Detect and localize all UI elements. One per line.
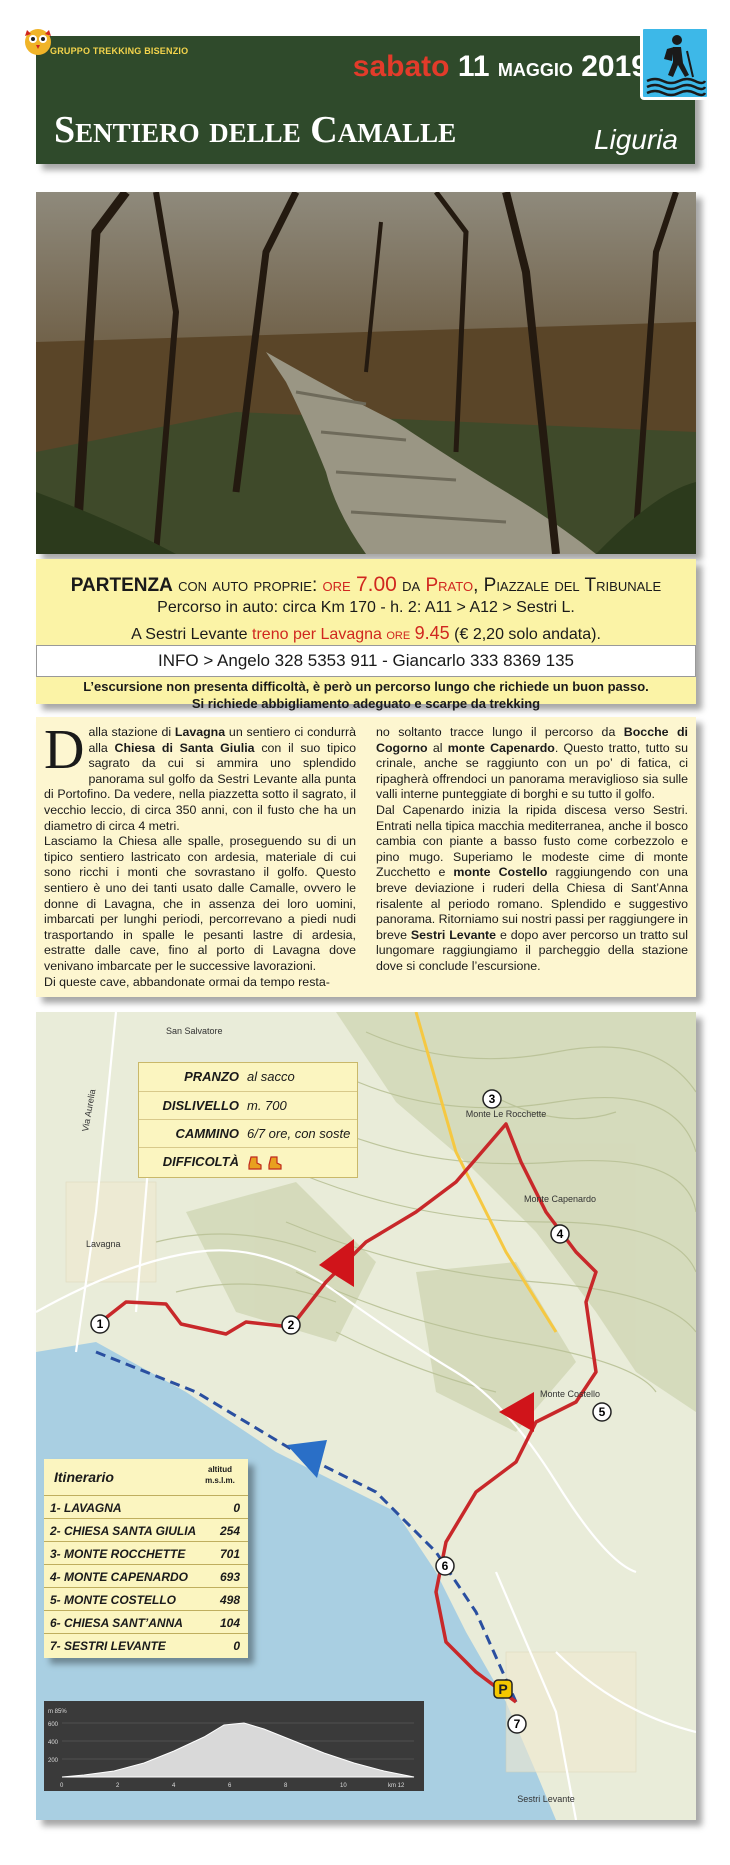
itinerary-row — [44, 1610, 248, 1635]
itinerary-row — [44, 1587, 248, 1612]
description-column-1: Dalla stazione di Lavagna un sentiero ci condurrà alla Chiesa di Santa Giulia con il suo tipico sagrato da cui si ammira uno splendido panorama sul golfo da Sestri Levante alla punta di Portofino. Da vedere, nella piazzetta sotto il sagrato, il vecchio leccio, di circa 350 anni, con il fusto che ha un diametro di circa 4 metri. Lasciamo la Chiesa alle spalle, proseguendo su di un tipico sentiero lastricato con ardesia, materiale di cui sono ricchi i monti che sovrastano il golfo. Questo sentiero è uno dei tanti usato dalle Camalle, ovvero le donne di Lavagna, che in assenza dei loro uomini, imbarcati per lunghi periodi, percorrevano a piedi nudi trasportando in spalle le pesanti lastre di ardesia, estratte dalle cave, fino al porto di Lavagna dove venivano imbarcate per le successive lavorazioni. Di queste cave, abbandonate ormai da tempo resta- — [44, 719, 356, 989]
description-box — [36, 717, 696, 997]
x-tick-6: km 12 — [388, 1783, 405, 1789]
departure-place: Piazzale del Tribunale — [483, 575, 662, 596]
parking-icon — [494, 1680, 512, 1698]
car-route: Percorso in auto: circa Km 170 - h. 2: A11 > A12 > Sestri L. — [157, 599, 575, 616]
itinerary-stop-altitude: 498 — [219, 1593, 240, 1607]
note-line-1: L’escursione non presenta difficoltà, è però un percorso lungo che richiede un buon passo. — [83, 679, 649, 694]
svg-text:5: 5 — [598, 1405, 606, 1419]
label-monte-rocchette: Monte Le Rocchette — [465, 1109, 547, 1119]
difficulty-note — [36, 678, 696, 712]
itinerary-row — [44, 1633, 248, 1658]
itinerary-stop-name: 2- CHIESA SANTA GIULIA — [50, 1524, 197, 1538]
marker-1 — [91, 1315, 109, 1333]
itinerary-stop-name: 5- MONTE COSTELLO — [50, 1593, 176, 1607]
departure-time: 7.00 — [355, 573, 397, 596]
svg-text:P: P — [498, 1681, 508, 1697]
date-month: maggio — [497, 52, 573, 82]
owl-icon — [25, 29, 51, 55]
label-via-aurelia: Via Aurelia — [80, 1088, 98, 1133]
date-year: 2019 — [581, 50, 648, 83]
drop-cap: D — [44, 719, 85, 781]
itinerary-stop-name: 6- CHIESA SANT’ANNA — [50, 1616, 183, 1630]
itinerary-row — [44, 1518, 248, 1543]
marker-4 — [551, 1225, 569, 1243]
note-line-2: Si richiede abbigliamento adeguato e scarpe da trekking — [191, 696, 541, 711]
departure-ore: ore — [322, 575, 351, 596]
label-monte-costello: Monte Costello — [539, 1389, 601, 1399]
y-tick-2: 400 — [48, 1740, 59, 1746]
itinerary-stop-altitude: 254 — [219, 1524, 240, 1538]
itinerary-stop-name: 7- SESTRI LEVANTE — [50, 1639, 166, 1653]
detail-cammino: CAMMINO 6/7 ore, con soste — [139, 1119, 357, 1148]
itinerary-row — [44, 1495, 248, 1520]
label-monte-capenardo: Monte Capenardo — [523, 1194, 597, 1204]
contacts-bar: INFO > Angelo 328 5353 911 - Giancarlo 333 8369 135 — [36, 645, 696, 677]
altitude-header: altitud m.s.l.m. — [205, 1465, 235, 1485]
train-time: 9.45 — [414, 623, 450, 643]
itinerary-row — [44, 1541, 248, 1566]
elevation-profile — [44, 1701, 424, 1791]
date-weekday: sabato — [352, 50, 450, 83]
detail-pranzo: PRANZO al sacco — [184, 1069, 295, 1084]
train-label: treno per Lavagna — [252, 626, 382, 643]
departure-city: Prato — [425, 575, 474, 596]
itinerary-stop-name: 3- MONTE ROCCHETTE — [50, 1547, 186, 1561]
itinerary-stop-altitude: 104 — [219, 1616, 240, 1630]
marker-5 — [593, 1403, 611, 1421]
boot-icon — [267, 1155, 283, 1171]
route-map — [36, 1012, 696, 1820]
svg-text:1: 1 — [96, 1317, 104, 1331]
itinerary-stop-altitude: 0 — [233, 1501, 240, 1515]
svg-text:3: 3 — [488, 1092, 496, 1106]
itinerary-title: Itinerario — [54, 1469, 114, 1485]
itinerary-stop-name: 4- MONTE CAPENARDO — [50, 1570, 189, 1584]
label-sestri-levante: Sestri Levante — [517, 1794, 575, 1804]
itinerary-stop-name: 1- LAVAGNA — [50, 1501, 122, 1515]
boot-icon — [247, 1155, 263, 1171]
train-ore: ore — [386, 626, 411, 643]
svg-text:6: 6 — [441, 1559, 449, 1573]
y-tick-0: m 85% — [48, 1709, 67, 1715]
x-tick-4: 8 — [284, 1783, 288, 1789]
train-line — [36, 623, 696, 644]
itinerary-row — [44, 1564, 248, 1589]
train-prefix: A Sestri Levante — [131, 626, 248, 643]
description-column-2: no soltanto tracce lungo il percorso da Bocche di Cogorno al monte Capenardo. Questo tratto, tutto su crinale, anche se raggiunto con un po’ di fatica, ci ripagherà offrendoci un panorama meraviglioso sia sulle valli interne punteggiate di borghi e su tutto il golfo. Dal Capenardo inizia la ripida discesa verso Sestri. Entrati nella tipica macchia mediterranea, anche il bosco cambia con piante a basso fusto come corbezzolo e pino mugo. Superiamo le modeste cime di monte Zucchetto e monte Costello raggiungendo con una breve deviazione i ruderi della Chiesa di Sant’Anna risalente al periodo romano. Splendido e suggestivo panorama. Ritorniamo sui nostri passi per raggiungere in breve Sestri Levante e dopo aver percorso un tratto sul lungomare raggiungiamo il parcheggio della stazione dove si conclude l’escursione. — [376, 725, 689, 973]
departure-da: da — [402, 575, 421, 596]
x-tick-5: 10 — [340, 1783, 347, 1789]
itinerary-stop-altitude: 0 — [233, 1639, 240, 1653]
x-tick-0: 0 — [60, 1783, 64, 1789]
logo — [18, 12, 228, 72]
marker-3 — [483, 1090, 501, 1108]
y-tick-1: 600 — [48, 1722, 59, 1728]
date-number: 11 — [457, 50, 490, 83]
label-lavagna: Lavagna — [86, 1239, 121, 1249]
region-label: Liguria — [593, 124, 678, 155]
event-date — [353, 50, 648, 84]
logo-text: GRUPPO TREKKING BISENZIO — [50, 46, 189, 56]
svg-text:2: 2 — [287, 1318, 295, 1332]
x-tick-3: 6 — [228, 1783, 232, 1789]
marker-6 — [436, 1557, 454, 1575]
x-tick-1: 2 — [116, 1783, 120, 1789]
itinerary-header — [44, 1459, 248, 1495]
trail-photo — [36, 192, 696, 554]
marker-2 — [282, 1316, 300, 1334]
x-tick-2: 4 — [172, 1783, 176, 1789]
label-san-salvatore: San Salvatore — [166, 1026, 223, 1036]
difficulty-icons — [247, 1154, 287, 1171]
svg-text:4: 4 — [556, 1227, 564, 1241]
page-title: Sentiero delle Camalle — [54, 109, 457, 151]
detail-dislivello: DISLIVELLO m. 700 — [139, 1091, 357, 1120]
train-price: (€ 2,20 solo andata). — [454, 626, 601, 643]
detail-difficolta: DIFFICOLTÀ — [139, 1147, 357, 1176]
y-tick-3: 200 — [48, 1758, 59, 1764]
hiker-icon — [640, 26, 710, 100]
departure-word: PARTENZA — [70, 575, 173, 596]
trip-details — [138, 1062, 358, 1178]
itinerary-stop-altitude: 693 — [219, 1570, 240, 1584]
departure-line: PARTENZA con auto proprie: ore 7.00 da Prato, Piazzale del Tribunale — [70, 573, 662, 596]
marker-7 — [508, 1715, 526, 1733]
itinerary-stop-altitude: 701 — [219, 1547, 240, 1561]
svg-text:7: 7 — [513, 1717, 521, 1731]
departure-mode: con auto proprie: — [178, 575, 318, 596]
itinerary-table — [44, 1459, 248, 1658]
